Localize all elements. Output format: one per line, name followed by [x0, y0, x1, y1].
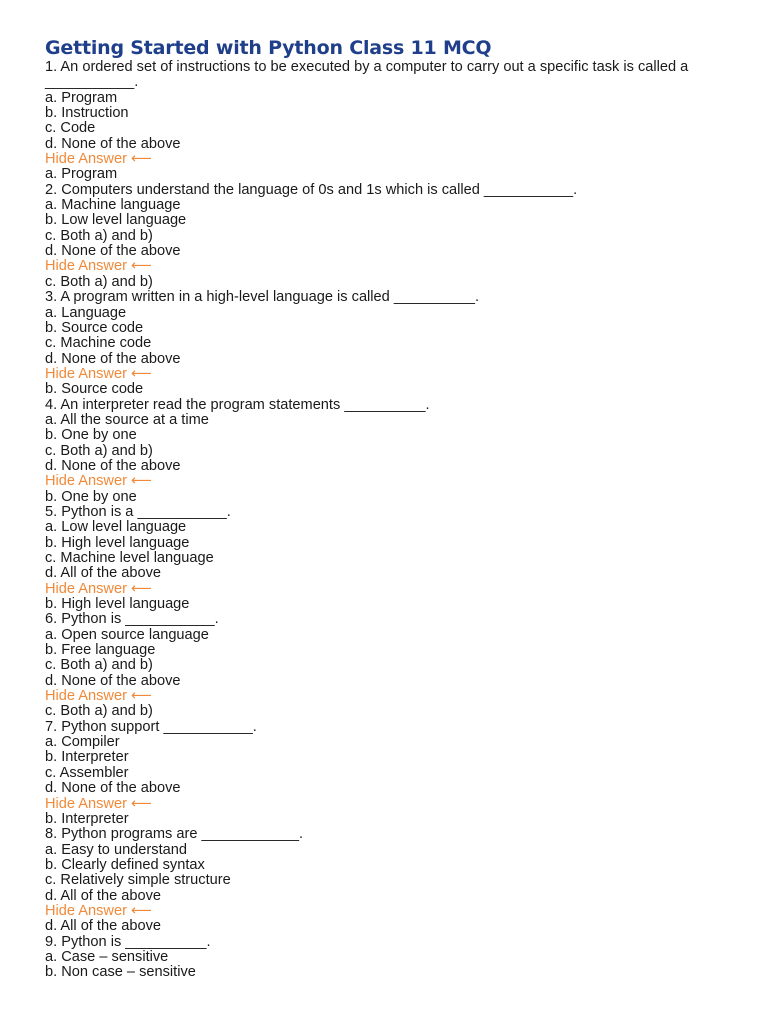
answer-text: c. Both a) and b) — [45, 703, 153, 720]
answer-text: a. Program — [45, 166, 118, 183]
option-item: a. Language — [45, 304, 127, 321]
question-text: 4. An interpreter read the program statements __________. — [45, 396, 430, 413]
hide-answer-toggle[interactable]: Hide Answer ⟵ — [45, 795, 152, 812]
question-text: 1. An ordered set of instructions to be executed by a computer to carry out a specific task is called a ___________. — [45, 59, 693, 91]
option-item: b. Clearly defined syntax — [45, 856, 205, 873]
option-item: b. Interpreter — [45, 749, 129, 766]
question-text: 6. Python is ___________. — [45, 611, 219, 628]
question-block — [45, 935, 735, 981]
option-item: c. Machine level language — [45, 550, 214, 566]
option-item: a. Open source language — [45, 626, 209, 643]
option-item: d. All of the above — [45, 887, 162, 904]
hide-answer-toggle[interactable]: Hide Answer ⟵ — [45, 473, 152, 490]
answer-text: b. Interpreter — [45, 810, 129, 827]
option-list — [45, 198, 735, 259]
option-item: d. None of the above — [45, 350, 181, 367]
option-item: c. Relatively simple structure — [45, 872, 231, 889]
option-item: a. Compiler — [45, 734, 120, 751]
option-item: a. Machine language — [45, 197, 181, 214]
option-list — [45, 950, 735, 981]
hide-answer-toggle[interactable]: Hide Answer ⟵ — [45, 688, 152, 705]
hide-answer-toggle[interactable]: Hide Answer ⟵ — [45, 258, 152, 275]
question-block — [45, 827, 735, 934]
question-block — [45, 290, 735, 397]
answer-text: b. One by one — [45, 488, 137, 505]
option-list — [45, 628, 735, 689]
option-item: c. Both a) and b) — [45, 442, 153, 459]
option-list — [45, 306, 735, 367]
option-item: b. High level language — [45, 534, 190, 551]
option-item: d. None of the above — [45, 457, 181, 474]
option-item: c. Code — [45, 120, 96, 137]
question-list — [45, 60, 735, 981]
option-item: b. Low level language — [45, 212, 187, 229]
option-item: d. None of the above — [45, 672, 181, 689]
option-item: b. Instruction — [45, 105, 129, 122]
option-item: c. Both a) and b) — [45, 657, 153, 674]
option-item: c. Machine code — [45, 335, 152, 352]
option-item: a. All the source at a time — [45, 411, 209, 428]
question-block — [45, 60, 735, 183]
answer-text: b. High level language — [45, 596, 190, 613]
option-list — [45, 735, 735, 796]
option-item: b. One by one — [45, 427, 137, 444]
option-item: b. Free language — [45, 642, 156, 659]
question-text: 9. Python is __________. — [45, 933, 211, 950]
hide-answer-toggle[interactable]: Hide Answer ⟵ — [45, 365, 152, 382]
option-item: d. None of the above — [45, 135, 181, 152]
hide-answer-toggle[interactable]: Hide Answer ⟵ — [45, 902, 152, 919]
option-item: b. Non case – sensitive — [45, 964, 196, 981]
question-block — [45, 398, 735, 505]
option-item: c. Assembler — [45, 764, 129, 781]
question-text: 5. Python is a ___________. — [45, 503, 231, 520]
option-item: a. Low level language — [45, 519, 187, 536]
question-text: 2. Computers understand the language of 0s and 1s which is called ___________. — [45, 181, 578, 198]
hide-answer-toggle[interactable]: Hide Answer ⟵ — [45, 580, 152, 597]
answer-text: c. Both a) and b) — [45, 273, 153, 290]
option-list — [45, 413, 735, 474]
question-text: 3. A program written in a high-level language is called __________. — [45, 289, 480, 306]
question-block — [45, 720, 735, 827]
question-text: 7. Python support ___________. — [45, 718, 257, 735]
document-page — [45, 36, 735, 981]
question-block — [45, 183, 735, 290]
option-item: a. Program — [45, 89, 118, 106]
option-list — [45, 91, 735, 152]
answer-text: b. Source code — [45, 381, 144, 398]
option-item: b. Source code — [45, 319, 144, 336]
option-list — [45, 843, 735, 904]
option-item: d. None of the above — [45, 780, 181, 797]
option-item: a. Easy to understand — [45, 841, 187, 858]
hide-answer-toggle[interactable]: Hide Answer ⟵ — [45, 151, 152, 168]
option-item: c. Both a) and b) — [45, 227, 153, 244]
question-block — [45, 505, 735, 612]
answer-text: d. All of the above — [45, 918, 162, 935]
option-item: a. Case – sensitive — [45, 948, 169, 965]
option-item: d. None of the above — [45, 243, 181, 260]
question-text: 8. Python programs are ____________. — [45, 826, 304, 843]
page-title: Getting Started with Python Class 11 MCQ — [45, 37, 492, 59]
question-block — [45, 612, 735, 719]
option-list — [45, 520, 735, 581]
option-item: d. All of the above — [45, 565, 162, 582]
